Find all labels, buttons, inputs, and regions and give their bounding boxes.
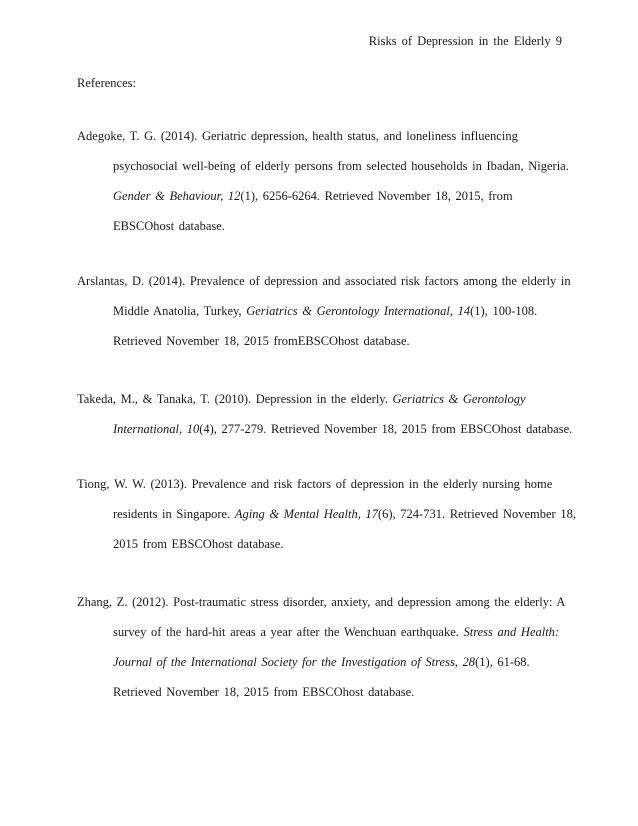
reference-text: Middle Anatolia, Turkey,	[113, 304, 247, 318]
reference-entry	[77, 587, 567, 707]
reference-text: (6), 724-731. Retrieved November 18,	[377, 507, 576, 521]
reference-text: (4), 277-279. Retrieved November 18, 2015 from EBSCOhost database.	[199, 422, 573, 436]
reference-text: psychosocial well-being of elderly persons from selected households in Ibadan, Nigeria.	[113, 159, 569, 173]
reference-italic-text: Aging & Mental Health, 17	[234, 507, 378, 521]
reference-italic-text: Gender & Behaviour, 12	[113, 189, 241, 203]
reference-line	[77, 414, 573, 444]
reference-text: Zhang, Z. (2012). Post-traumatic stress disorder, anxiety, and depression among the elderly: A	[77, 595, 566, 609]
running-head: Risks of Depression in the Elderly 9	[368, 34, 562, 48]
reference-line	[77, 326, 567, 356]
reference-text: Tiong, W. W. (2013). Prevalence and risk factors of depression in the elderly nursing home	[77, 477, 553, 491]
reference-text: residents in Singapore.	[113, 507, 235, 521]
reference-line	[77, 181, 567, 211]
reference-line	[77, 529, 567, 559]
reference-text: 2015 from EBSCOhost database.	[113, 537, 284, 551]
reference-italic-text: Journal of the International Society for the Investigation of Stress, 28	[113, 655, 476, 669]
reference-text: EBSCOhost database.	[113, 219, 225, 233]
reference-line	[77, 384, 567, 414]
reference-line	[77, 266, 571, 296]
reference-text: Retrieved November 18, 2015 fromEBSCOhost database.	[113, 334, 410, 348]
reference-text: Adegoke, T. G. (2014). Geriatric depression, health status, and loneliness influencing	[77, 129, 518, 143]
reference-entry	[77, 121, 567, 241]
reference-line	[77, 296, 567, 326]
reference-text: (1), 100-108.	[470, 304, 538, 318]
reference-italic-text: International, 10	[113, 422, 200, 436]
reference-line	[77, 617, 567, 647]
reference-entry	[77, 266, 571, 356]
reference-line	[77, 587, 567, 617]
reference-italic-text: Stress and Health:	[463, 625, 560, 639]
reference-line	[77, 211, 567, 241]
reference-line	[77, 151, 567, 181]
references-heading: References:	[77, 76, 136, 90]
reference-line	[77, 469, 567, 499]
reference-text: survey of the hard-hit areas a year after the Wenchuan earthquake.	[113, 625, 464, 639]
reference-entry	[77, 384, 573, 444]
reference-text: (1), 61-68.	[475, 655, 530, 669]
reference-line	[77, 121, 567, 151]
reference-italic-text: Geriatrics & Gerontology International, 14	[246, 304, 471, 318]
reference-line	[77, 677, 567, 707]
reference-entry	[77, 469, 576, 559]
reference-line	[77, 647, 567, 677]
reference-text: Arslantas, D. (2014). Prevalence of depression and associated risk factors among the elderly in	[77, 274, 571, 288]
reference-italic-text: Geriatrics & Gerontology	[392, 392, 526, 406]
reference-line	[77, 499, 576, 529]
reference-text: Retrieved November 18, 2015 from EBSCOhost database.	[113, 685, 415, 699]
reference-text: (1), 6256-6264. Retrieved November 18, 2015, from	[240, 189, 513, 203]
reference-text: Takeda, M., & Tanaka, T. (2010). Depression in the elderly.	[77, 392, 393, 406]
